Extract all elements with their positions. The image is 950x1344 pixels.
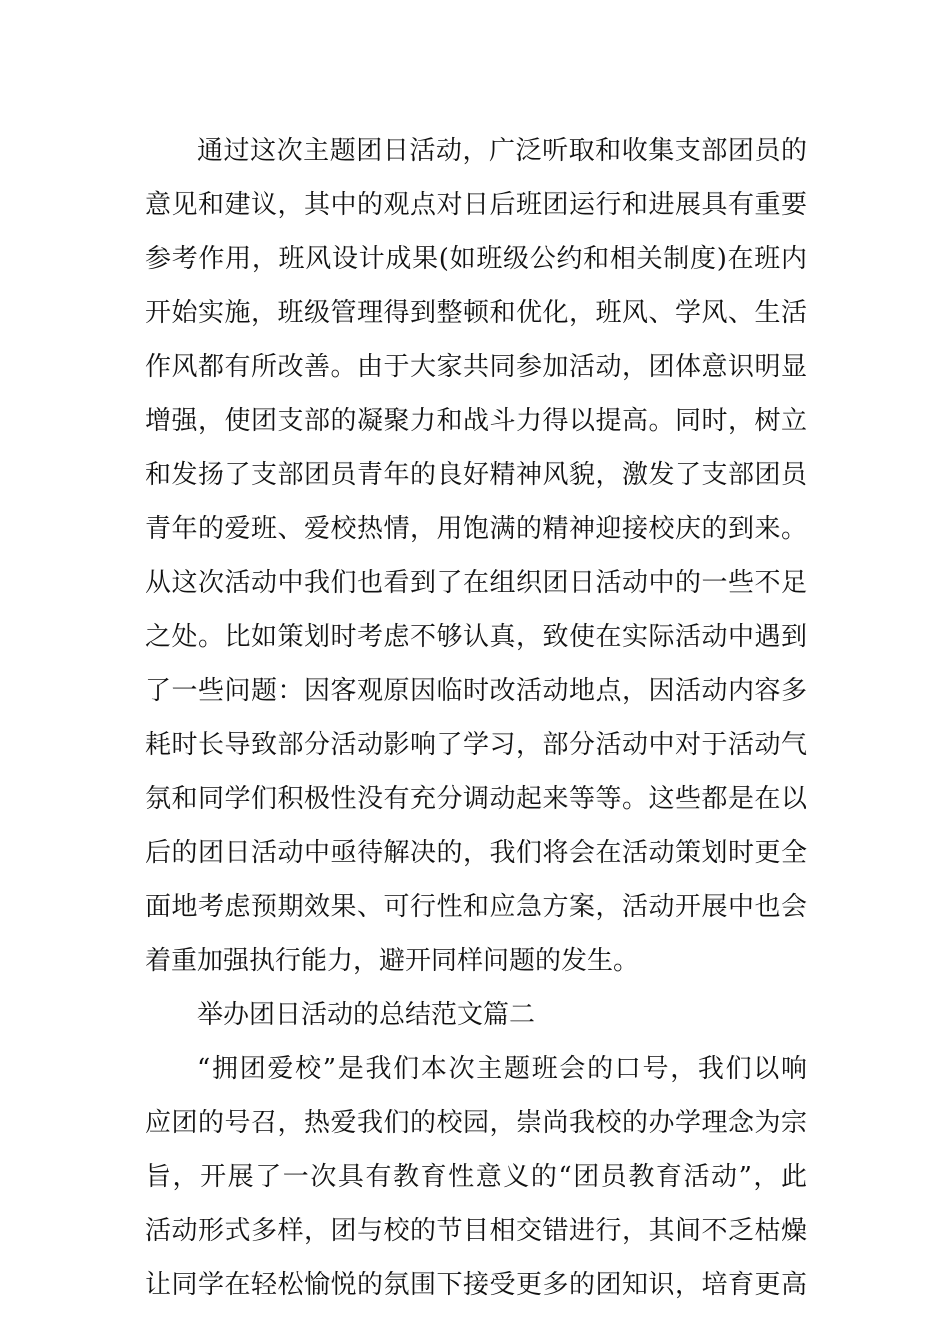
text-line: 着重加强执行能力，避开同样问题的发生。 — [145, 946, 640, 976]
paragraph-1 — [145, 124, 807, 988]
text-line: 青年的爱班、爱校热情，用饱满的精神迎接校庆的到来。 — [145, 514, 807, 544]
text-line: “拥团爱校”是我们本次主题班会的口号，我们以响 — [197, 1054, 807, 1084]
text-line: 耗时长导致部分活动影响了学习，部分活动中对于活动气 — [145, 730, 807, 760]
paragraph-2 — [145, 1042, 807, 1312]
text-line: 增强，使团支部的凝聚力和战斗力得以提高。同时，树立 — [145, 406, 807, 436]
text-line: 旨，开展了一次具有教育性意义的“团员教育活动”，此 — [145, 1162, 807, 1192]
text-line: 意见和建议，其中的观点对日后班团运行和进展具有重要 — [145, 190, 807, 220]
section-heading: 举办团日活动的总结范文篇二 — [197, 1000, 536, 1030]
text-line: 活动形式多样，团与校的节目相交错进行，其间不乏枯燥 — [145, 1216, 807, 1246]
text-line: 通过这次主题团日活动，广泛听取和收集支部团员的 — [197, 136, 807, 166]
text-line: 作风都有所改善。由于大家共同参加活动，团体意识明显 — [145, 352, 807, 382]
text-line: 之处。比如策划时考虑不够认真，致使在实际活动中遇到 — [145, 622, 807, 652]
text-line: 和发扬了支部团员青年的良好精神风貌，激发了支部团员 — [145, 460, 807, 490]
text-line: 开始实施，班级管理得到整顿和优化，班风、学风、生活 — [145, 298, 807, 328]
text-line: 让同学在轻松愉悦的氛围下接受更多的团知识，培育更高 — [145, 1270, 807, 1300]
text-line: 面地考虑预期效果、可行性和应急方案，活动开展中也会 — [145, 892, 807, 922]
text-line: 了一些问题：因客观原因临时改活动地点，因活动内容多 — [145, 676, 807, 706]
text-line: 参考作用，班风设计成果(如班级公约和相关制度)在班内 — [145, 244, 807, 274]
text-line: 氛和同学们积极性没有充分调动起来等等。这些都是在以 — [145, 784, 807, 814]
text-line: 应团的号召，热爱我们的校园，崇尚我校的办学理念为宗 — [145, 1108, 807, 1138]
document-body — [145, 124, 807, 1312]
text-line: 从这次活动中我们也看到了在组织团日活动中的一些不足 — [145, 568, 807, 598]
text-line: 后的团日活动中亟待解决的，我们将会在活动策划时更全 — [145, 838, 807, 868]
